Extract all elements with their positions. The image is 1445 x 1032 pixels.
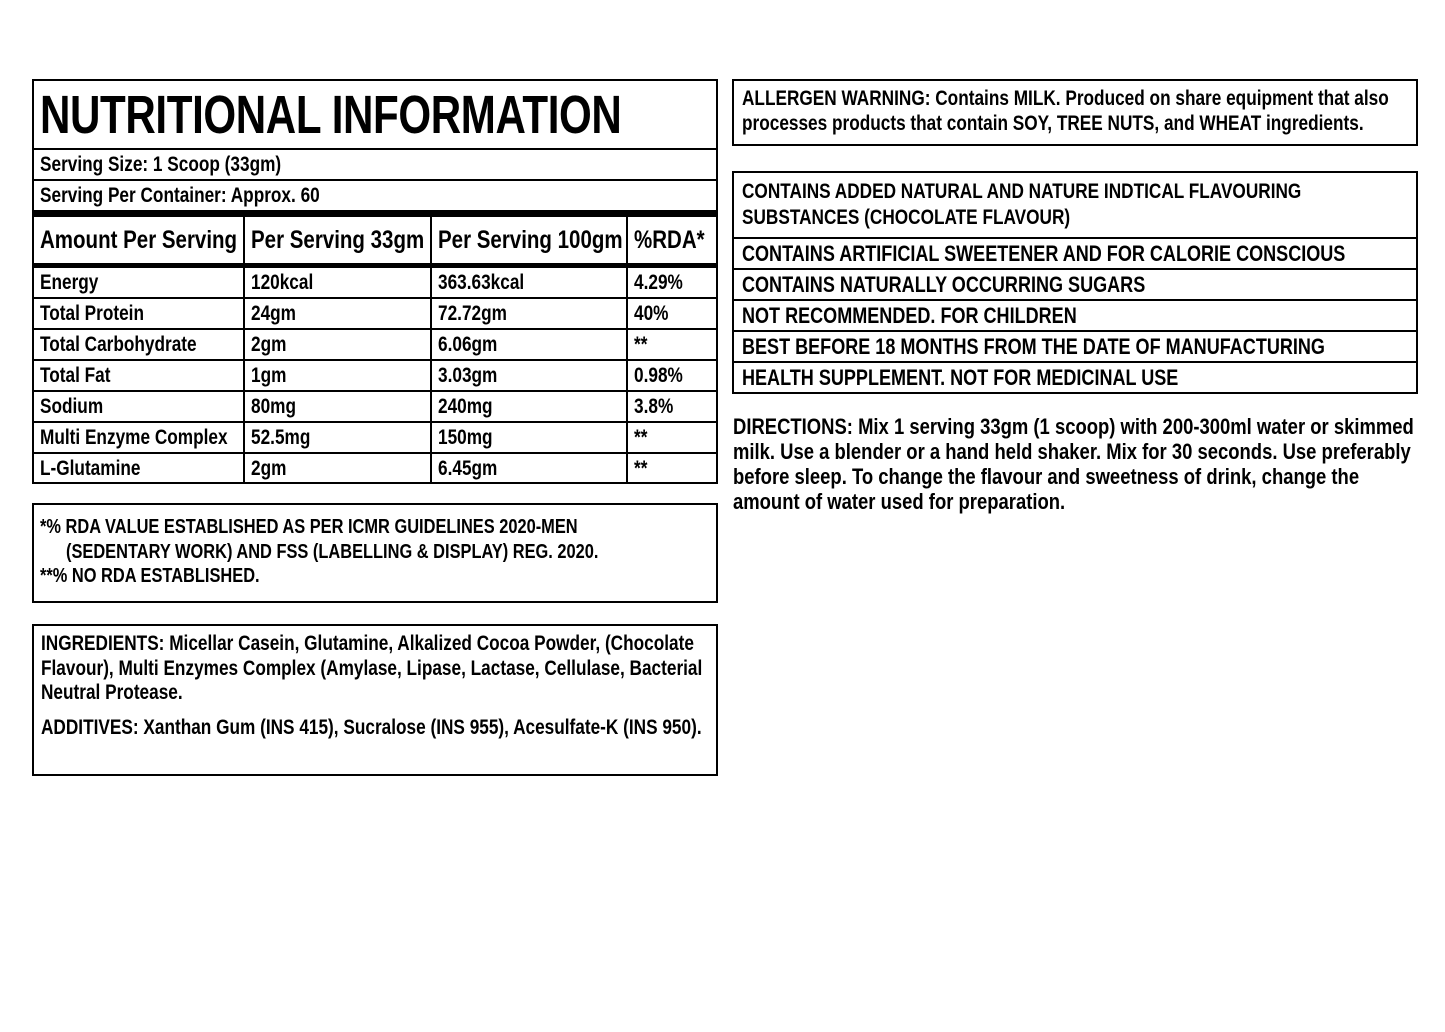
statement-row (734, 301, 1416, 332)
per-100g-value: 72.72gm (431, 298, 627, 329)
nutrient-name: Total Carbohydrate (34, 329, 244, 360)
per-100g-value: 6.45gm (431, 453, 627, 483)
servings-per-container-row (34, 181, 716, 217)
serving-size-row (34, 150, 716, 181)
rda-value: 40% (627, 298, 716, 329)
rda-value: 3.8% (627, 391, 716, 422)
statement-row (734, 270, 1416, 301)
footnote-line-1: *% RDA VALUE ESTABLISHED AS PER ICMR GUIDELINES 2020-MEN (40, 516, 578, 538)
nutrition-title: NUTRITIONAL INFORMATION (40, 84, 622, 145)
per-serving-value: 2gm (244, 329, 431, 360)
serving-size: Serving Size: 1 Scoop (33gm) (40, 152, 282, 176)
table-row (34, 391, 716, 422)
rda-value: ** (634, 456, 648, 480)
statement-text: NOT RECOMMENDED. FOR CHILDREN (742, 302, 1077, 328)
statement-row (734, 173, 1416, 239)
per-serving-value: 1gm (244, 360, 431, 391)
rda-value: 0.98% (627, 360, 716, 391)
per-serving-value: 120kcal (244, 266, 431, 299)
per-serving-value: 52.5mg (244, 422, 431, 453)
per-100g-value: 363.63kcal (431, 266, 627, 299)
statement-text: CONTAINS ARTIFICIAL SWEETENER AND FOR CALORIE CONSCIOUS (742, 240, 1346, 266)
additives-paragraph (41, 716, 709, 741)
statement-row (734, 239, 1416, 270)
per-100g-value: 240mg (431, 391, 627, 422)
table-row (34, 266, 716, 299)
additives-label: ADDITIVES: (41, 715, 139, 739)
statement-text: HEALTH SUPPLEMENT. NOT FOR MEDICINAL USE (742, 364, 1179, 390)
ingredients-panel (32, 624, 718, 776)
allergen-text: Contains MILK. Produced on share equipment that also processes products that contain SOY, TREE NUTS, and WHEAT ingredients. (742, 87, 1389, 135)
rda-value: 4.29% (627, 266, 716, 299)
servings-per-container: Serving Per Container: Approx. 60 (40, 183, 320, 207)
header-cell: Per Serving 100gm (431, 217, 627, 266)
label-statements (732, 171, 1418, 394)
table-row (34, 360, 716, 391)
footnote-line-3: **% NO RDA ESTABLISHED. (40, 565, 260, 587)
per-100g-value: 3.03gm (431, 360, 627, 391)
allergen-paragraph (742, 87, 1408, 136)
allergen-label: ALLERGEN WARNING: (742, 87, 931, 110)
statement-row (734, 363, 1416, 392)
additives-text: Xanthan Gum (INS 415), Sucralose (INS 955), Acesulfate-K (INS 950). (143, 715, 702, 739)
per-serving-value: 2gm (244, 453, 431, 483)
nutrition-title-row (34, 81, 716, 150)
per-serving-value: 80mg (244, 391, 431, 422)
header-cell: Per Serving 33gm (244, 217, 431, 266)
header-cell: Amount Per Serving (34, 217, 244, 266)
per-serving-value: 24gm (244, 298, 431, 329)
header-cell: %RDA* (627, 217, 716, 266)
nutrition-table (34, 217, 716, 483)
directions (733, 414, 1423, 514)
nutrient-name: Total Protein (34, 298, 244, 329)
nutrition-panel (32, 79, 718, 484)
table-row (34, 329, 716, 360)
nutrient-name: Multi Enzyme Complex (34, 422, 244, 453)
statement-text: CONTAINS ADDED NATURAL AND NATURE INDTICAL FLAVOURING SUBSTANCES (CHOCOLATE FLAVOUR) (742, 180, 1302, 229)
nutrient-name: Total Fat (34, 360, 244, 391)
rda-footnote (32, 503, 718, 603)
ingredients-label: INGREDIENTS: (41, 632, 165, 655)
rda-value: ** (627, 329, 716, 360)
statement-row (734, 332, 1416, 363)
ingredients-text: Micellar Casein, Glutamine, Alkalized Cocoa Powder, (Chocolate Flavour), Multi Enzymes Complex (Amylase, Lipase, Lactase, Cellulase, Bacterial Neutral Protease. (41, 632, 703, 704)
directions-label: DIRECTIONS: (733, 414, 853, 439)
statement-text: CONTAINS NATURALLY OCCURRING SUGARS (742, 271, 1146, 297)
footnote-line-2: (SEDENTARY WORK) AND FSS (LABELLING & DISPLAY) REG. 2020. (66, 540, 599, 563)
nutrient-name: Energy (34, 266, 244, 299)
table-row (34, 453, 716, 483)
table-row (34, 422, 716, 453)
per-100g-value: 6.06gm (431, 329, 627, 360)
nutrition-table-header (34, 217, 716, 266)
ingredients-paragraph (41, 632, 709, 706)
per-100g-value: 150mg (431, 422, 627, 453)
table-row (34, 298, 716, 329)
allergen-warning (732, 79, 1418, 146)
statement-text: BEST BEFORE 18 MONTHS FROM THE DATE OF MANUFACTURING (742, 333, 1325, 359)
directions-paragraph (733, 414, 1423, 514)
nutrient-name: L-Glutamine (34, 453, 244, 483)
nutrient-name: Sodium (34, 391, 244, 422)
rda-value: ** (627, 422, 716, 453)
directions-text: Mix 1 serving 33gm (1 scoop) with 200-300ml water or skimmed milk. Use a blender or a hand held shaker. Mix for 30 seconds. Use preferably before sleep. To change the flavour and sweetness of drink, change the amount of water used for preparation. (733, 414, 1414, 514)
